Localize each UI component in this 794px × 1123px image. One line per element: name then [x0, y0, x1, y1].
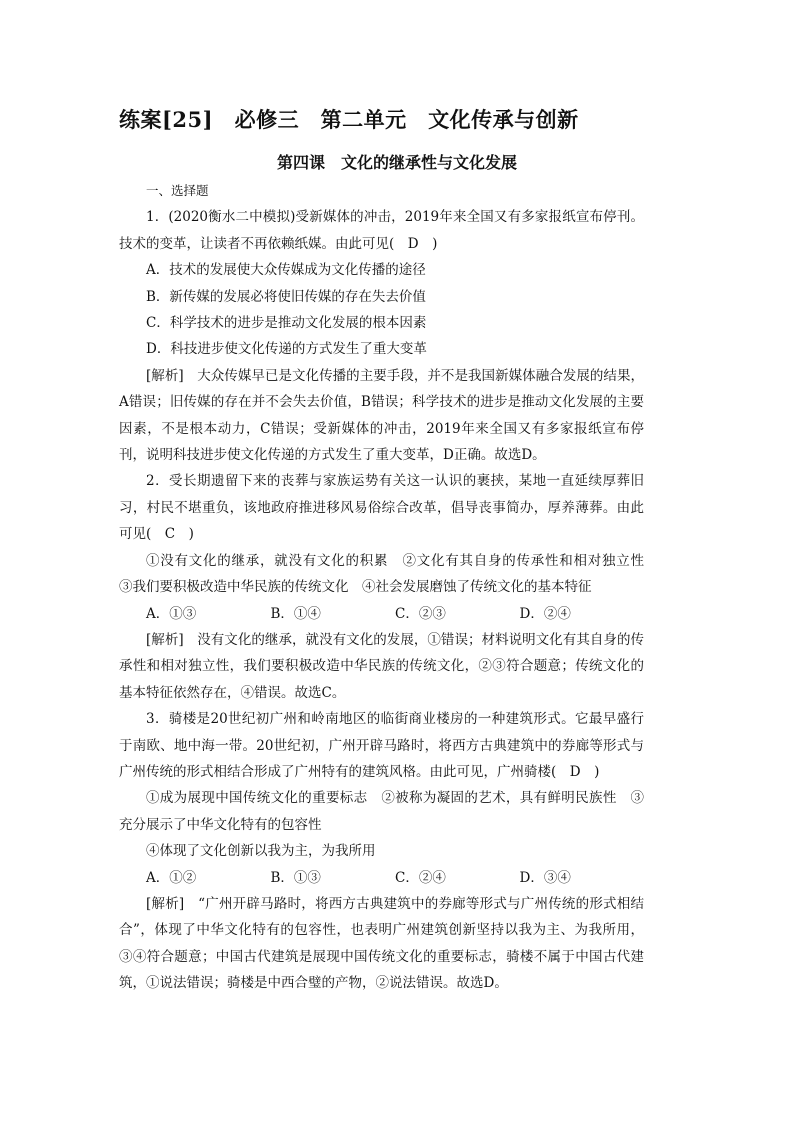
question-1-stem: 1．(2020衡水二中模拟)受新媒体的冲击，2019年来全国又有多家报纸宣布停刊。技术的变革，让读者不再依赖纸媒。由此可见( D )	[119, 209, 644, 252]
question-1-option-c: C．科学技术的进步是推动文化发展的根本因素	[146, 315, 427, 332]
document-title: 练案[25] 必修三 第二单元 文化传承与创新	[119, 107, 579, 132]
question-3-statements: ①成为展现中国传统文化的重要标志 ②被称为凝固的艺术，具有鲜明民族性 ③充分展示了中华文化特有的包容性	[119, 790, 644, 833]
question-1-analysis: [解析] 大众传媒早已是文化传播的主要手段，并不是我国新媒体融合发展的结果，A错误；旧传媒的存在并不会失去价值，B错误；科学技术的进步是推动文化发展的主要因素，不是根本动力，C错误；受新媒体的冲击，2019年来全国又有多家报纸宣布停刊，说明科技进步使文化传递的方式发生了重大变革，D正确。故选D。	[119, 367, 644, 464]
question-3-options	[119, 865, 644, 891]
question-2-option-a: A．①③	[146, 605, 197, 622]
question-2-option-d: D．②④	[519, 605, 571, 622]
question-2-stem: 2．受长期遗留下来的丧葬与家族运势有关这一认识的裹挟，某地一直延续厚葬旧习，村民不堪重负，该地政府推进移风易俗综合改革，倡导丧事简办，厚养薄葬。由此可见( C )	[119, 473, 644, 543]
question-3-stem: 3．骑楼是20世纪初广州和岭南地区的临街商业楼房的一种建筑形式。它最早盛行于南欧、地中海一带。20世纪初，广州开辟马路时，将西方古典建筑中的券廊等形式与广州传统的形式相结合形成了广州特有的建筑风格。由此可见，广州骑楼( D )	[119, 711, 644, 780]
question-3-option-d: D．③④	[519, 869, 571, 886]
document-body	[119, 178, 658, 997]
question-2-statements: ①没有文化的继承，就没有文化的积累 ②文化有其自身的传承性和相对独立性 ③我们要积极改造中华民族的传统文化 ④社会发展磨蚀了传统文化的基本特征	[119, 552, 658, 596]
question-2-option-b: B．①④	[270, 605, 321, 622]
question-1-option-b: B．新传媒的发展必将使旧传媒的存在失去价值	[146, 288, 426, 305]
question-1-option-d: D．科技进步使文化传递的方式发生了重大变革	[146, 341, 427, 358]
question-2-analysis: [解析] 没有文化的继承，就没有文化的发展，①错误；材料说明文化有其自身的传承性和相对独立性，我们要积极改造中华民族的传统文化，②③符合题意；传统文化的基本特征依然存在，④错误。故选C。	[119, 631, 644, 701]
question-2-options	[119, 601, 644, 627]
question-3-option-b: B．①③	[270, 869, 321, 886]
question-3-statement-4: ④体现了文化创新以我为主，为我所用	[146, 843, 376, 860]
question-3-option-c: C．②④	[395, 869, 446, 886]
question-3-option-a: A．①②	[146, 869, 197, 886]
question-3-analysis: [解析] “广州开辟马路时，将西方古典建筑中的券廊等形式与广州传统的形式相结合”，体现了中华文化特有的包容性，也表明广州建筑创新坚持以我为主、为我所用，③④符合题意；中国古代建筑是展现中国传统文化的重要标志，骑楼不属于中国古代建筑，①说法错误；骑楼是中西合璧的产物，②说法错误。故选D。	[119, 895, 644, 992]
question-1-option-a: A．技术的发展使大众传媒成为文化传播的途径	[146, 262, 426, 279]
lesson-subtitle: 第四课 文化的继承性与文化发展	[276, 153, 517, 172]
section-label: 一、选择题	[146, 183, 209, 198]
question-2-option-c: C．②③	[395, 605, 446, 622]
